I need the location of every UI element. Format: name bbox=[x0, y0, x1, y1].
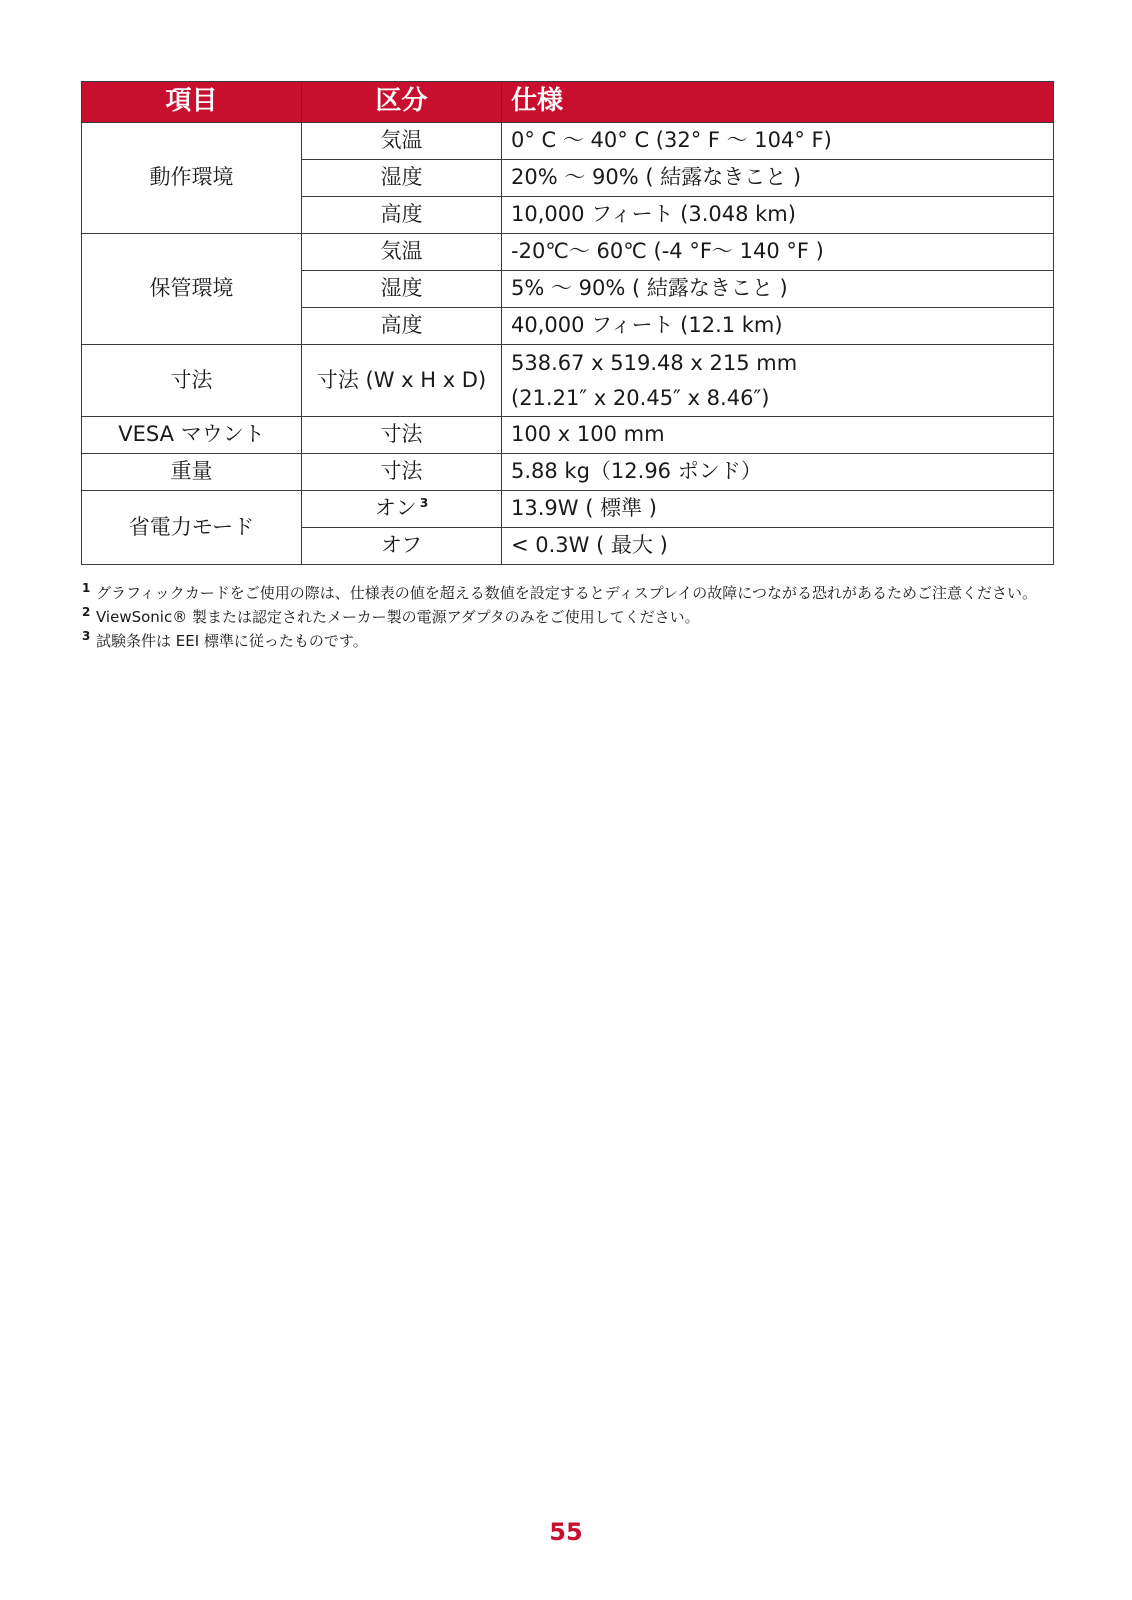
footnote bbox=[82, 581, 1057, 605]
group-weight: 重量 bbox=[82, 454, 302, 491]
page-number: 55 bbox=[549, 1518, 583, 1546]
row-label: 湿度 bbox=[302, 271, 502, 308]
group-operating-environment: 動作環境 bbox=[82, 123, 302, 234]
row-value: < 0.3W ( 最大 ) bbox=[502, 528, 1054, 565]
footnote bbox=[82, 605, 1057, 629]
table-row bbox=[82, 345, 1054, 417]
footnote-number: 3 bbox=[82, 629, 91, 643]
row-label: 高度 bbox=[302, 308, 502, 345]
dimensions-mm: 538.67 x 519.48 x 215 mm bbox=[511, 350, 798, 375]
row-label: 気温 bbox=[302, 123, 502, 160]
row-value bbox=[502, 345, 1054, 417]
group-storage-environment: 保管環境 bbox=[82, 234, 302, 345]
specifications-table bbox=[81, 81, 1054, 565]
header-item: 項目 bbox=[82, 82, 302, 123]
table-row bbox=[82, 417, 1054, 454]
footnote-text: 試験条件は EEI 標準に従ったものです。 bbox=[96, 632, 368, 650]
row-value: -20℃〜 60℃ (-4 °F〜 140 °F ) bbox=[502, 234, 1054, 271]
row-label: 寸法 (W x H x D) bbox=[302, 345, 502, 417]
table-row bbox=[82, 491, 1054, 528]
row-label: 高度 bbox=[302, 197, 502, 234]
row-label: 寸法 bbox=[302, 417, 502, 454]
row-value: 13.9W ( 標準 ) bbox=[502, 491, 1054, 528]
dimensions-inch: (21.21″ x 20.45″ x 8.46″) bbox=[511, 385, 770, 410]
header-spec: 仕様 bbox=[502, 82, 1054, 123]
row-value: 5% 〜 90% ( 結露なきこと ) bbox=[502, 271, 1054, 308]
row-label: 寸法 bbox=[302, 454, 502, 491]
group-power-saving-mode: 省電力モード bbox=[82, 491, 302, 565]
table-row bbox=[82, 234, 1054, 271]
row-value: 10,000 フィート (3.048 km) bbox=[502, 197, 1054, 234]
footnote-ref: 3 bbox=[419, 496, 429, 511]
footnote-text: グラフィックカードをご使用の際は、仕様表の値を超える数値を設定するとディスプレイの故障につながる恐れがあるためご注意ください。 bbox=[96, 584, 1037, 602]
group-vesa-mount: VESA マウント bbox=[82, 417, 302, 454]
row-label: オフ bbox=[302, 528, 502, 565]
footnote-number: 1 bbox=[82, 581, 91, 595]
table-row bbox=[82, 123, 1054, 160]
table-row bbox=[82, 454, 1054, 491]
row-value: 5.88 kg（12.96 ポンド） bbox=[502, 454, 1054, 491]
footnotes bbox=[82, 581, 1057, 653]
row-value: 20% 〜 90% ( 結露なきこと ) bbox=[502, 160, 1054, 197]
row-label bbox=[302, 491, 502, 528]
power-on-label: オン bbox=[374, 496, 417, 521]
footnote-text: ViewSonic® 製または認定されたメーカー製の電源アダプタのみをご使用してください。 bbox=[96, 608, 700, 626]
row-label: 気温 bbox=[302, 234, 502, 271]
row-value: 100 x 100 mm bbox=[502, 417, 1054, 454]
table-header-row bbox=[82, 82, 1054, 123]
row-value: 40,000 フィート (12.1 km) bbox=[502, 308, 1054, 345]
row-label: 湿度 bbox=[302, 160, 502, 197]
row-value: 0° C 〜 40° C (32° F 〜 104° F) bbox=[502, 123, 1054, 160]
header-category: 区分 bbox=[302, 82, 502, 123]
group-dimensions: 寸法 bbox=[82, 345, 302, 417]
footnote bbox=[82, 629, 1057, 653]
footnote-number: 2 bbox=[82, 605, 91, 619]
